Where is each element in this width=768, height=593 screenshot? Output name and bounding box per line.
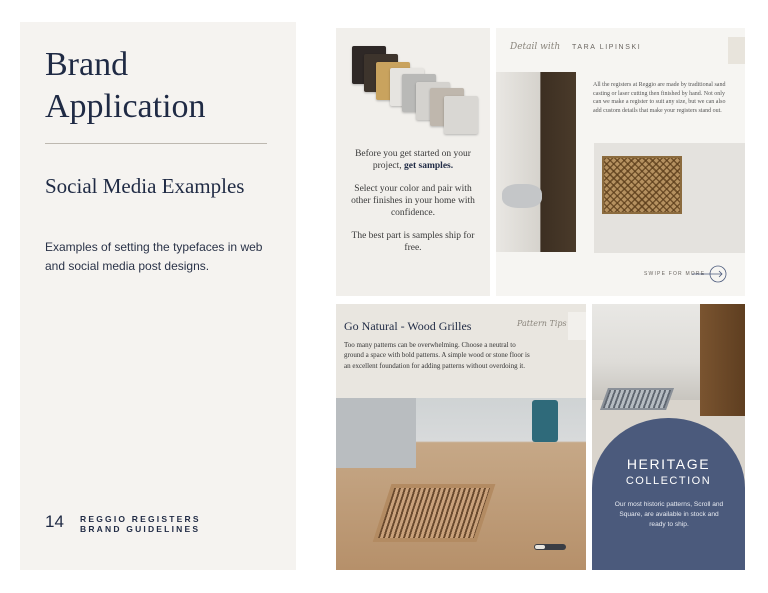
wall-panel — [336, 398, 416, 468]
samples-post — [336, 28, 490, 296]
samples-text-3: The best part is samples ship for free. — [351, 231, 475, 253]
wooden-table — [700, 304, 745, 416]
samples-text-1: Before you get started on your project, get samples. — [355, 149, 471, 171]
collection-heading: COLLECTION — [625, 475, 712, 487]
grille-photo — [594, 143, 745, 253]
pattern-tips-script: Pattern Tips — [517, 319, 567, 328]
brand-name: REGGIO REGISTERS — [80, 514, 201, 524]
wood-grille — [373, 484, 496, 542]
heritage-arch-panel — [592, 418, 745, 570]
carousel-indicator[interactable] — [534, 544, 566, 550]
swatch-chrome — [444, 96, 478, 134]
samples-copy — [350, 148, 476, 265]
post-body: Too many patterns can be overwhelming. Choose a neutral to ground a space with bold patterns. A simple wood or stone floor is an excellent foundation for adding patterns without overdoing it. — [344, 341, 530, 370]
designer-name: TARA LIPINSKI — [572, 44, 642, 51]
plant-pot — [532, 400, 558, 442]
page-number: 14 — [45, 512, 64, 531]
samples-text-2: Select your color and pair with other finishes in your home with confidence. — [351, 184, 475, 218]
accent-square — [568, 312, 586, 340]
detail-body: All the registers at Reggio are made by traditional sand casting or laser cutting then finished by hand. Not only can we make a register to suit any size, but we can also add custom details that make your registers stand out. — [593, 82, 726, 114]
brand-application-panel — [20, 22, 296, 570]
heritage-heading: HERITAGE — [626, 456, 711, 472]
divider — [45, 143, 267, 144]
detail-with-post — [496, 28, 745, 296]
go-natural-post — [336, 304, 586, 570]
heritage-collection-post — [592, 304, 745, 570]
interior-photo — [496, 72, 576, 252]
accent-square — [728, 37, 745, 64]
swipe-prompt: SWIPE FOR MORE — [644, 271, 706, 277]
floor-vent — [600, 388, 674, 410]
brand-footer — [80, 514, 201, 534]
heritage-body: Our most historic patterns, Scroll and Square, are available in stock and ready to ship. — [614, 501, 724, 528]
ice-bucket-shape — [502, 184, 542, 208]
decorative-grille — [602, 156, 682, 214]
section-description: Examples of setting the typefaces in web and social media post designs. — [45, 240, 263, 273]
brand-doc-name: BRAND GUIDELINES — [80, 524, 201, 534]
arrow-right-icon[interactable] — [692, 265, 728, 283]
wood-floor-photo — [336, 398, 586, 570]
carousel-active-dot — [535, 545, 545, 549]
post-title: Go Natural - Wood Grilles — [344, 319, 472, 333]
detail-script-title: Detail with — [510, 42, 561, 52]
page-title: Brand Application — [45, 46, 206, 125]
section-subtitle: Social Media Examples — [45, 174, 245, 198]
